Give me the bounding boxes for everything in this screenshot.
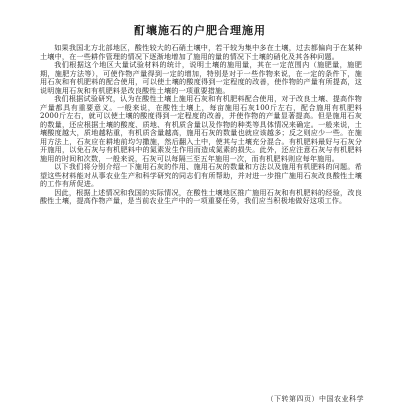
paragraph-1: 如果我国北方北部地区，酸性较大的石硝土壤中，若干较为集中多在土壤，过去都偏向于在某种土壤中，在一些耕作管理的情况下逐渐地增加了施用的量的情况下土壤的硝化及其各种问题。 (40, 43, 362, 61)
paragraph-4: 以下我们将分别介绍一下施用石灰的作用、施用石灰的数量和方法以及施用有机肥料的问题。希望这些材料能对从事农业生产和科学研究的同志们有所帮助，并对进一步推广施用石灰改良酸性土壤的工作有所促进。 (40, 162, 362, 188)
paragraph-5: 因此，根据上述情况和我国的实际情况，在酸性土壤地区推广施用石灰和有机肥料的经验，改良酸性土壤，提高作物产量，是当前农业生产中的一项重要任务，我们应当积极地做好这项工作。 (40, 187, 362, 205)
article-title: 酊壤施石的户肥合理施用 (134, 24, 266, 37)
article-body (40, 44, 362, 206)
paragraph-3: 我们根据试验研究，认为在酸性土壤上施用石灰和有机肥料配合使用，对于改良土壤、提高作物产量都具有重要意义。一般来说，在酸性土壤上，每亩施用石灰100斤左右，配合施用有机肥料2000斤左右，就可以使土壤的酸度得到一定程度的改善，并使作物的产量显著提高。但是施用石灰的数量，还应根据土壤的酸度、质地、有机质含量以及作物的种类等具体情况来确定。一般来说，土壤酸度越大，质地越粘重，有机质含量越高，施用石灰的数量也就应该越多；反之则应少一些。在施用方法上，石灰应在耕地前均匀撒施，然后翻入土中，使其与土壤充分混合。有机肥料最好与石灰分开施用，以免石灰与有机肥料中的氮素发生作用而造成氮素的损失。此外，还应注意石灰与有机肥料施用的时间和次数，一般来说，石灰可以每隔三至五年施用一次，而有机肥料则应每年施用。 (40, 94, 362, 163)
page-footer: （下转第四页）中国农业科学 (266, 395, 364, 403)
paragraph-2: 我们根据这个地区大量试验材料的统计，说明土壤的施用量，其在一定范围内（施肥量，施肥期，施肥方法等），可使作物产量得到一定的增加，特别是对于一些作物来说，在一定的条件下，施用石灰和有机肥料的配合使用，可以使土壤的酸度得到一定程度的改善，使作物的产量有所提高，这说明施用石灰和有机肥料是改良酸性土壤的一项重要措施。 (40, 60, 362, 95)
